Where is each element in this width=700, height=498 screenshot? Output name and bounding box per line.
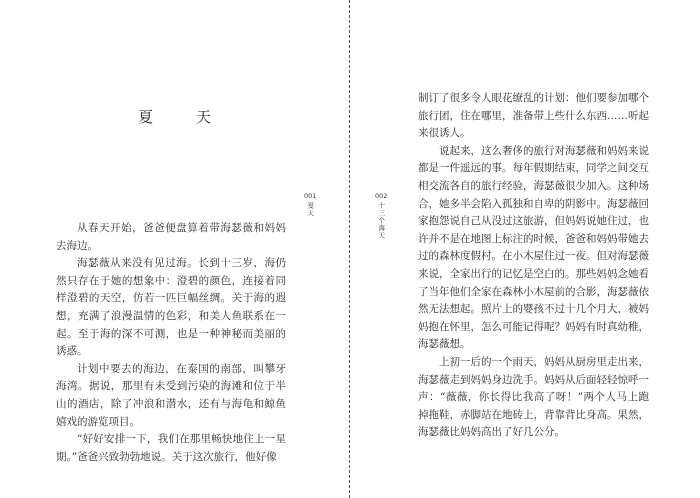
- page-number: 001: [304, 192, 317, 200]
- right-folio: [375, 192, 387, 240]
- paragraph: 从春天开始，爸爸便盘算着带海瑟薇和妈妈去海边。: [56, 222, 286, 252]
- running-head: 夏天: [306, 202, 315, 217]
- left-page: [0, 0, 348, 498]
- paragraph: 上初一后的一个雨天，妈妈从厨房里走出来，海瑟薇走到妈妈身边洗手。妈妈从后面轻轻惊呼一声：“薇薇，你长得比我高了呀！”两个人马上跑掉拖鞋，赤脚站在地砖上，背靠背比身高。果然，海瑟薇比妈妈高出了好几公分。: [418, 355, 649, 439]
- right-page: [351, 0, 700, 498]
- paragraph: 制订了很多令人眼花缭乱的计划：他们要参加哪个旅行团，住在哪里，准备带上些什么东西……听起来很诱人。: [418, 92, 649, 140]
- chapter-title: 夏 天: [138, 108, 226, 126]
- page-gutter-divider: [349, 0, 350, 498]
- page-number: 002: [375, 192, 388, 200]
- paragraph: 海瑟薇从来没有见过海。长到十三岁，海仍然只存在于她的想象中：澄碧的颜色，连接着同样澄碧的天空，仿若一匹巨幅丝绸。关于海的遐想，充满了浪漫温情的色彩，和美人鱼联系在一起。至于海的深不可测，也是一种神秘而美丽的诱惑。: [56, 257, 286, 358]
- right-page-body: [418, 90, 649, 442]
- left-folio: [304, 192, 316, 217]
- paragraph: 计划中要去的海边，在泰国的南部，叫攀牙海湾。据说，那里有未受到污染的海滩和位于半山的酒店，除了冲浪和潜水，还有与海龟和鲸鱼嬉戏的游览项目。: [56, 362, 286, 428]
- paragraph: “好好安排一下，我们在那里畅快地住上一星期。”爸爸兴致勃勃地说。关于这次旅行，他好像: [56, 433, 286, 463]
- running-head: 十三个海天: [377, 202, 386, 240]
- paragraph: 说起来，这么奢侈的旅行对海瑟薇和妈妈来说都是一件遥远的事。每年假期结束，同学之间交互相交流各自的旅行经验，海瑟薇很少加入。这种场合，她多半会陷入孤独和自卑的阴影中。海瑟薇回家抱怨说自己从没过这旅游，但妈妈说她住过，也许并不是在地图上标注的时候，爸爸和妈妈带她去过的森林度假村。在小木屋住过一夜。但对海瑟薇来说，全家出行的记忆是空白的。那些妈妈念她看了当年他们全家在森林小木屋前的合影，海瑟薇依然无法想起。照片上的婴孩不过十几个月大，被妈妈抱在怀里，怎么可能记得呢？妈妈有时真幼稚，海瑟薇想。: [418, 144, 649, 351]
- left-page-body: [56, 220, 286, 466]
